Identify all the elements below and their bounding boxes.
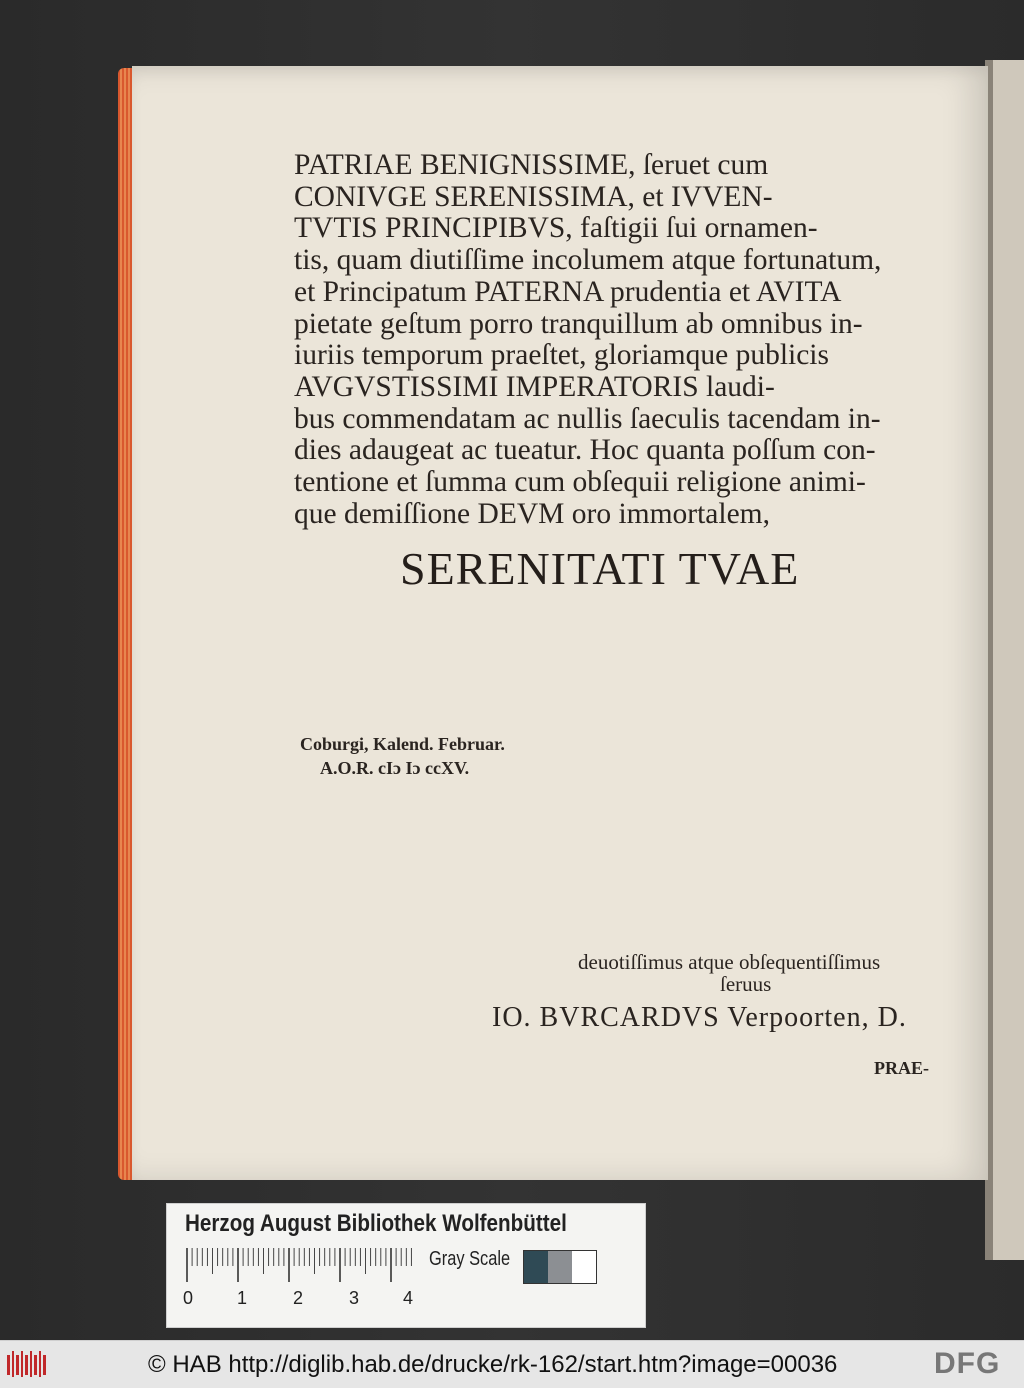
text-line: bus commendatam ac nullis ſaeculis tacendam in- [294,402,881,435]
text-line: tis, quam diutiſſime incolumem atque fortunatum, [294,244,882,277]
dfg-logo: DFG [934,1347,1001,1380]
ruler-number: 3 [349,1288,360,1308]
hab-barcode-logo-icon [6,1349,50,1379]
text-line: que demiſſione DEVM oro immortalem, [294,497,771,530]
grayscale-label: Gray Scale [429,1248,511,1270]
gray-swatch-white [572,1251,596,1283]
text-line: AVGVSTISSIMI IMPERATORIS laudi- [294,370,775,403]
text-line: pietate geſtum porro tranquillum ab omnibus in- [294,307,863,340]
ruler [185,1248,415,1284]
scale-card [166,1203,646,1328]
signature-name: IO. BVRCARDVS Verpoorten, D. [492,1002,907,1033]
place-date: Coburgi, Kalend. Februar. [300,734,505,754]
gray-scale-swatches [523,1250,597,1284]
footer-bar [0,1340,1024,1388]
library-name: Herzog August Bibliothek Wolfenbüttel [185,1210,567,1237]
text-line: TVTIS PRINCIPIBVS, faſtigii ſui ornamen- [294,212,818,245]
ruler-number: 0 [183,1288,194,1308]
catchword: PRAE- [874,1058,929,1078]
dedication-heading: SERENITATI TVAE [400,543,800,594]
gray-swatch-dark [524,1251,548,1283]
text-line: et Principatum PATERNA prudentia et AVITA [294,275,842,308]
text-line: dies adaugeat ac tueatur. Hoc quanta poſſum con- [294,434,876,467]
text-line: iuriis temporum praeſtet, gloriamque publicis [294,339,829,372]
year-line: A.O.R. cIɔ Iɔ ccXV. [320,758,470,778]
ruler-number: 4 [403,1288,414,1308]
signature-servant: ſeruus [720,972,772,996]
copyright-link[interactable]: © HAB http://diglib.hab.de/drucke/rk-162/start.htm?image=00036 [148,1351,838,1378]
gray-swatch-mid [548,1251,572,1283]
ruler-number: 1 [237,1288,248,1308]
ruler-numbers [181,1288,421,1312]
signature-closing: deuotiſſimus atque obſequentiſſimus [578,950,881,974]
text-line: tentione et ſumma cum obſequii religione animi- [294,466,866,499]
body-text [294,150,937,530]
ruler-number: 2 [293,1288,304,1308]
text-line: CONIVGE SERENISSIMA, et IVVEN- [294,180,773,213]
text-line: PATRIAE BENIGNISSIME, ſeruet cum [294,149,769,181]
